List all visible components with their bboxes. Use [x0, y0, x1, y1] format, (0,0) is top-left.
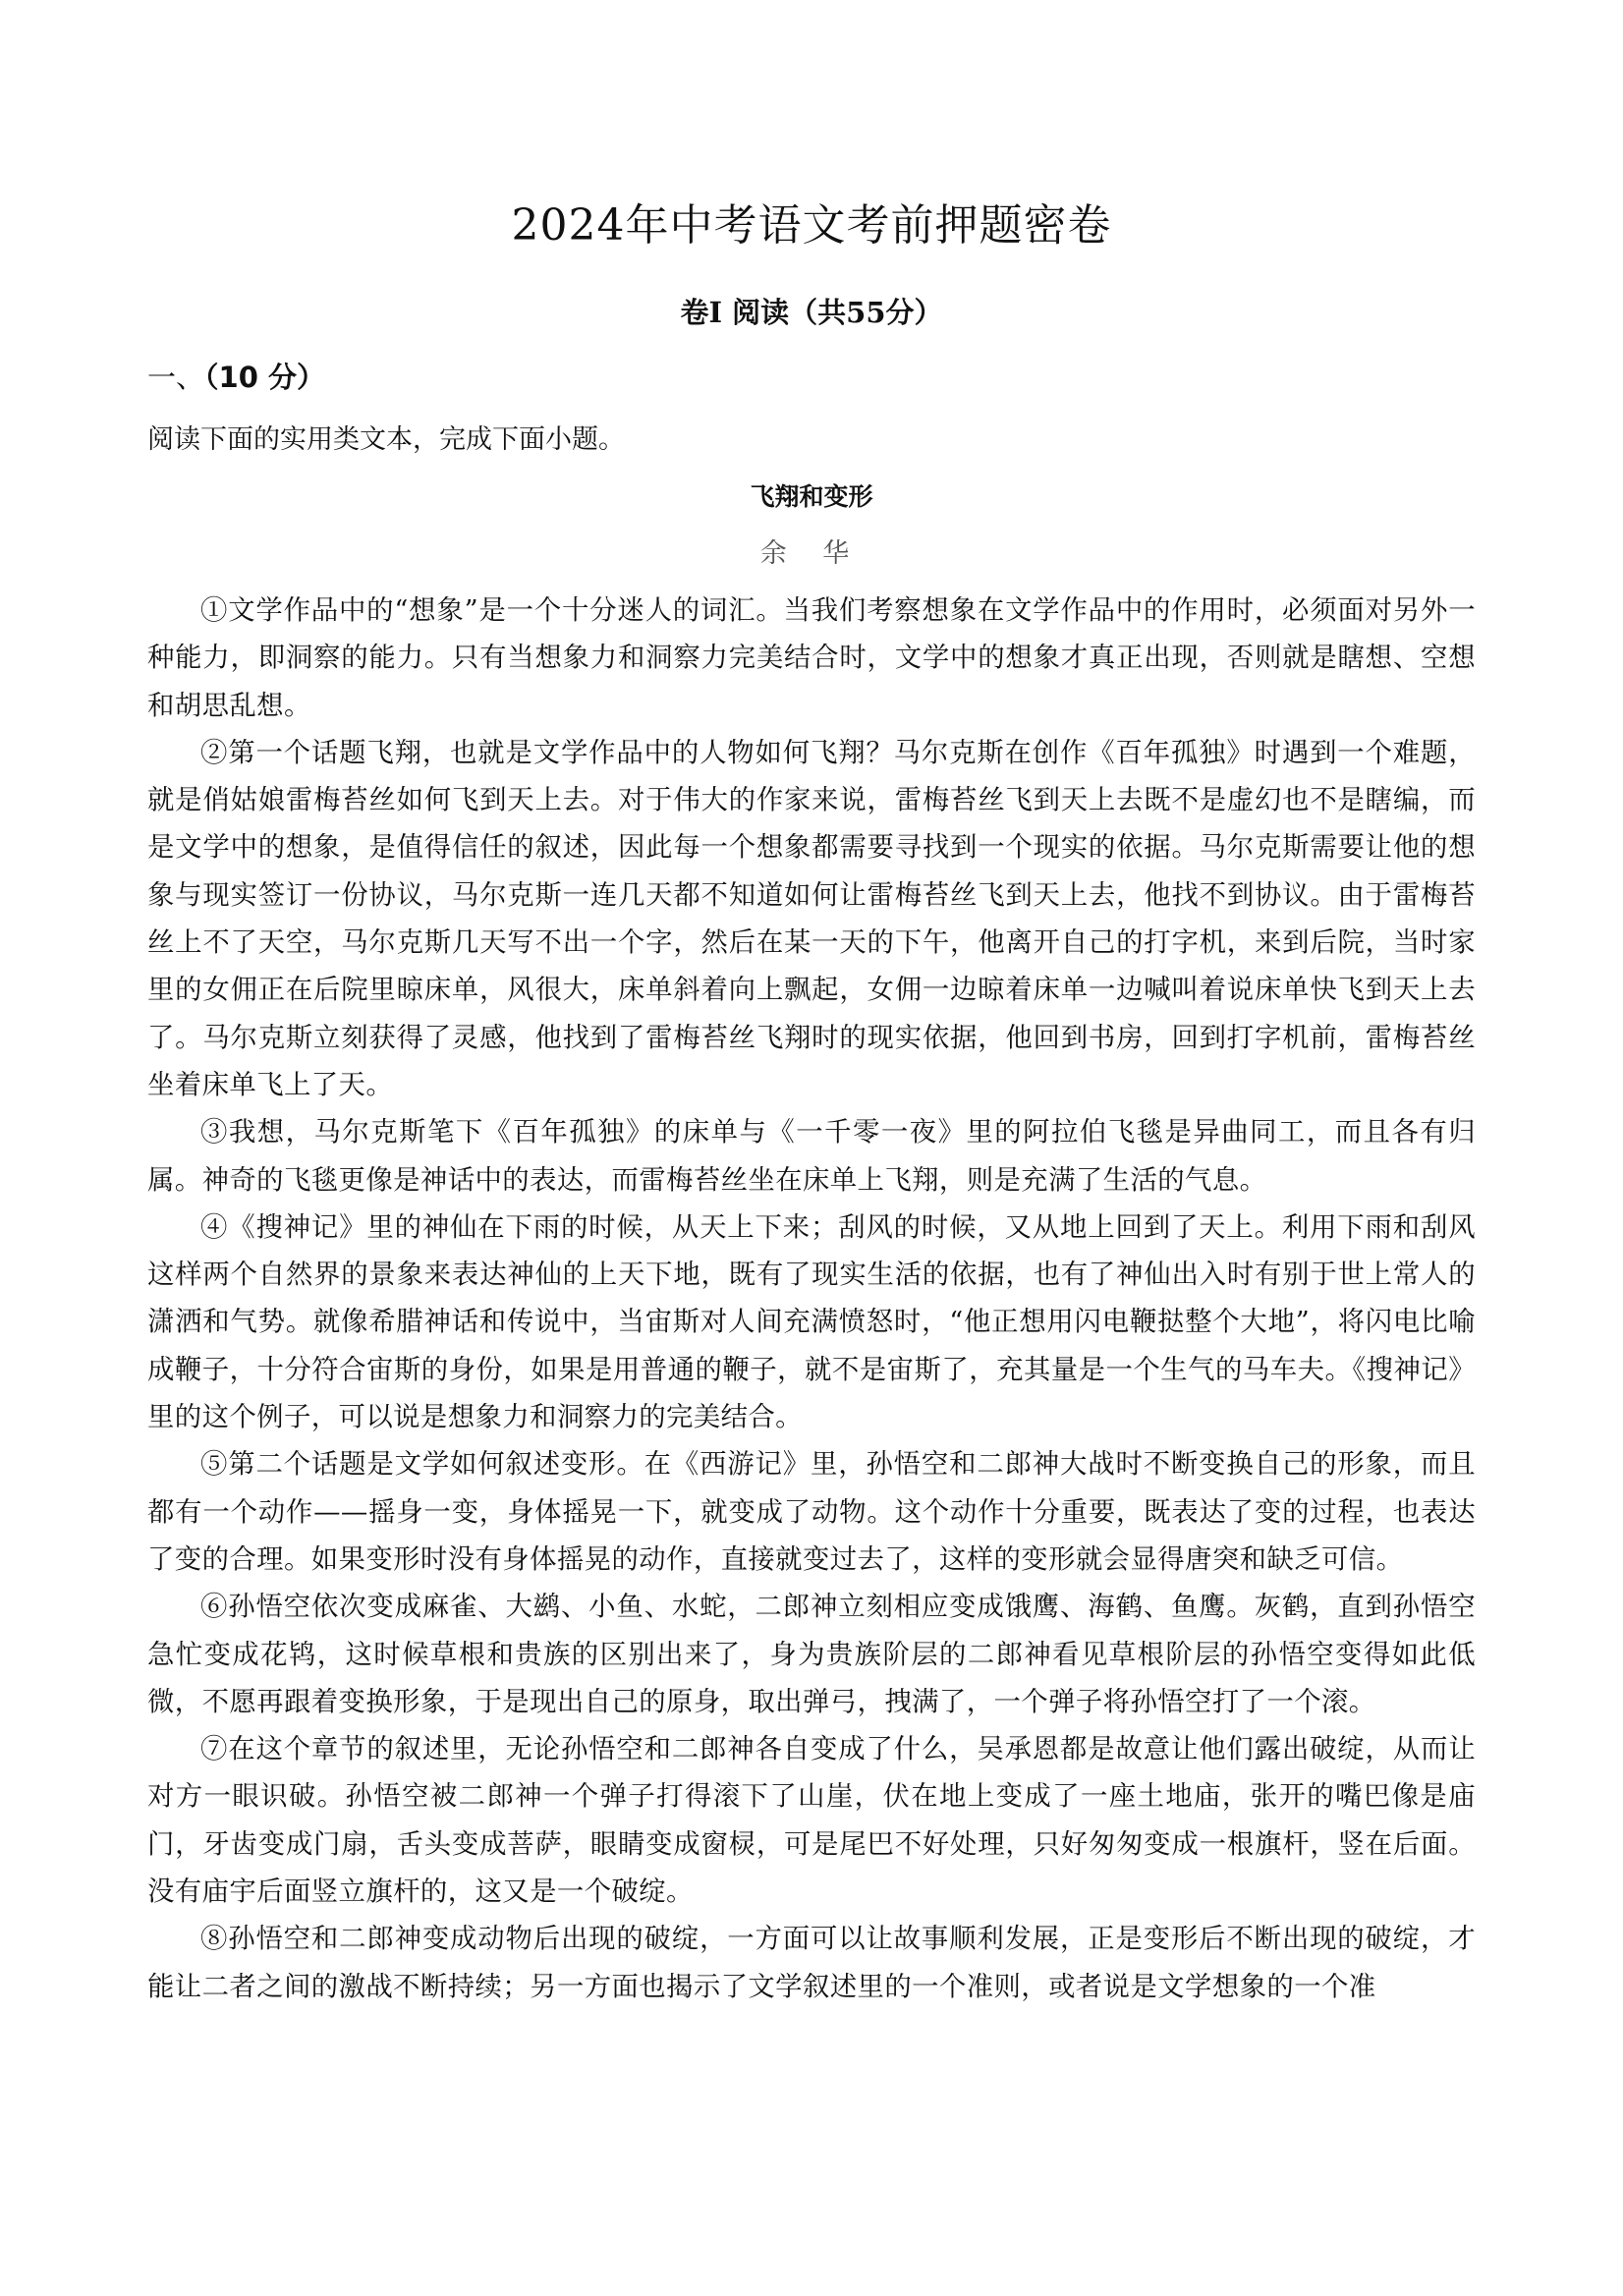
question-number: 一、: [147, 361, 205, 394]
paragraph-7: ⑦在这个章节的叙述里，无论孙悟空和二郎神各自变成了什么，吴承恩都是故意让他们露出破绽，从而让对方一眼识破。孙悟空被二郎神一个弹子打得滚下了山崖，伏在地上变成了一座土地庙，张开的嘴巴像是庙门，牙齿变成门扇，舌头变成菩萨，眼睛变成窗棂，可是尾巴不好处理，只好匆匆变成一根旗杆，竖在后面。没有庙宇后面竖立旗杆的，这又是一个破绽。: [147, 1734, 1476, 1908]
paragraph-1: ①文学作品中的“想象”是一个十分迷人的词汇。当我们考察想象在文学作品中的作用时，必须面对另外一种能力，即洞察的能力。只有当想象力和洞察力完美结合时，文学中的想象才真正出现，否则就是瞎想、空想和胡思乱想。: [147, 595, 1476, 721]
question-points: （10 分）: [204, 361, 325, 394]
section-title: 卷Ⅰ 阅读（共55分）: [680, 296, 943, 329]
article-body: [147, 588, 1476, 2011]
paragraph-5: ⑤第二个话题是文学如何叙述变形。在《西游记》里，孙悟空和二郎神大战时不断变换自己的形象，而且都有一个动作——摇身一变，身体摇晃一下，就变成了动物。这个动作十分重要，既表达了变的过程，也表达了变的合理。如果变形时没有身体摇晃的动作，直接就变过去了，这样的变形就会显得唐突和缺乏可信。: [147, 1449, 1476, 1575]
paragraph-6: ⑥孙悟空依次变成麻雀、大鹚、小鱼、水蛇，二郎神立刻相应变成饿鹰、海鹤、鱼鹰。灰鹤，直到孙悟空急忙变成花鸨，这时候草根和贵族的区别出来了，身为贵族阶层的二郎神看见草根阶层的孙悟空变得如此低微，不愿再跟着变换形象，于是现出自己的原身，取出弹弓，拽满了，一个弹子将孙悟空打了一个滚。: [147, 1592, 1476, 1717]
paragraph-8: ⑧孙悟空和二郎神变成动物后出现的破绽，一方面可以让故事顺利发展，正是变形后不断出现的破绽，才能让二者之间的激战不断持续；另一方面也揭示了文学叙述里的一个准则，或者说是文学想象的一个准: [147, 1924, 1476, 2002]
question-heading: [147, 358, 325, 397]
article-author: 余 华: [759, 538, 864, 569]
paragraph-2: ②第一个话题飞翔，也就是文学作品中的人物如何飞翔？马尔克斯在创作《百年孤独》时遇到一个难题，就是俏姑娘雷梅苔丝如何飞到天上去。对于伟大的作家来说，雷梅苔丝飞到天上去既不是虚幻也不是瞎编，而是文学中的想象，是值得信任的叙述，因此每一个想象都需要寻找到一个现实的依据。马尔克斯需要让他的想象与现实签订一份协议，马尔克斯一连几天都不知道如何让雷梅苔丝飞到天上去，他找不到协议。由于雷梅苔丝上不了天空，马尔克斯几天写不出一个字，然后在某一天的下午，他离开自己的打字机，来到后院，当时家里的女佣正在后院里晾床单，风很大，床单斜着向上飘起，女佣一边晾着床单一边喊叫着说床单快飞到天上去了。马尔克斯立刻获得了灵感，他找到了雷梅苔丝飞翔时的现实依据，他回到书房，回到打字机前，雷梅苔丝坐着床单飞上了天。: [147, 737, 1476, 1100]
exam-title: 2024年中考语文考前押题密卷: [511, 200, 1112, 251]
article-title: 飞翔和变形: [750, 482, 873, 511]
paragraph-4: ④《搜神记》里的神仙在下雨的时候，从天上下来；刮风的时候，又从地上回到了天上。利用下雨和刮风这样两个自然界的景象来表达神仙的上天下地，既有了现实生活的依据，也有了神仙出入时有别于世上常人的潇洒和气势。就像希腊神话和传说中，当宙斯对人间充满愤怒时，“他正想用闪电鞭挞整个大地”，将闪电比喻成鞭子，十分符合宙斯的身份，如果是用普通的鞭子，就不是宙斯了，充其量是一个生气的马车夫。《搜神记》里的这个例子，可以说是想象力和洞察力的完美结合。: [147, 1211, 1476, 1433]
paragraph-3: ③我想，马尔克斯笔下《百年孤独》的床单与《一千零一夜》里的阿拉伯飞毯是异曲同工，而且各有归属。神奇的飞毯更像是神话中的表达，而雷梅苔丝坐在床单上飞翔，则是充满了生活的气息。: [147, 1117, 1476, 1196]
instruction: 阅读下面的实用类文本，完成下面小题。: [147, 424, 625, 455]
